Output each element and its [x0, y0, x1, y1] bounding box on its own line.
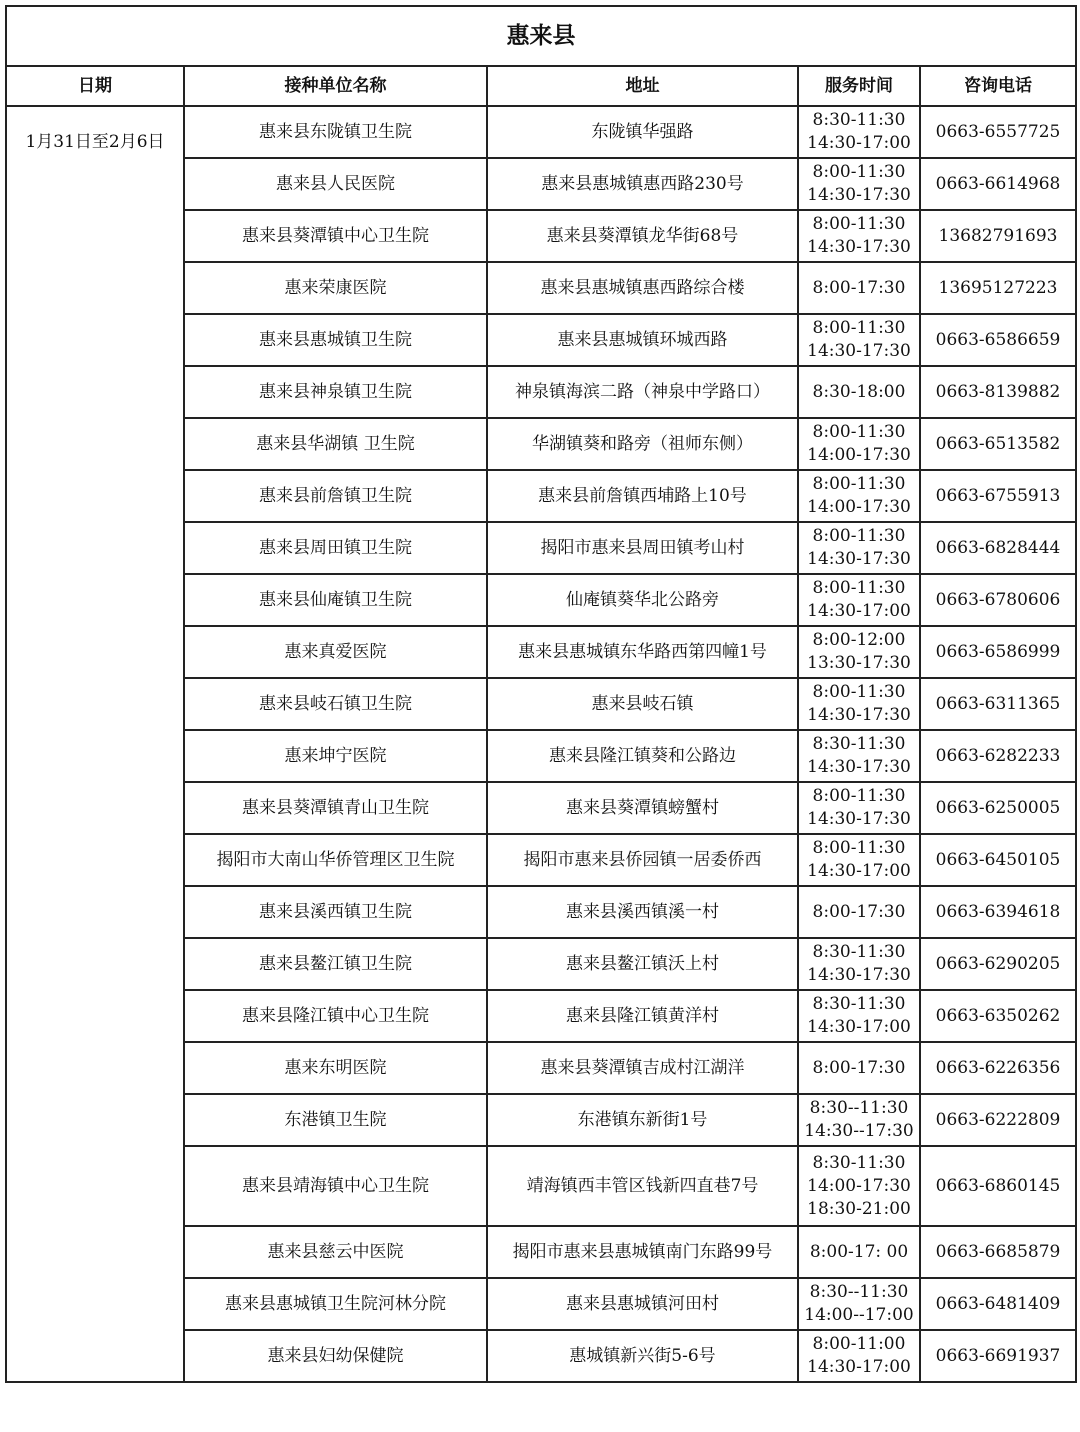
service-hours-cell: [798, 1146, 920, 1226]
service-hours-cell: [798, 1330, 920, 1382]
service-hours-line: 8:00-11:30: [812, 786, 906, 806]
service-hours-line: 8:00-17:30: [812, 1057, 906, 1078]
address-cell: 惠来县前詹镇西埔路上10号: [487, 470, 798, 522]
address-cell: 惠来县惠城镇河田村: [487, 1278, 798, 1330]
address-cell: 靖海镇西丰管区钱新四直巷7号: [487, 1146, 798, 1226]
service-hours-line: 14:30-17:00: [807, 861, 911, 881]
unit-name-cell: 惠来坤宁医院: [184, 730, 487, 782]
unit-name-cell: 惠来县人民医院: [184, 158, 487, 210]
service-hours-line: 14:00-17:30: [807, 1175, 911, 1196]
phone-cell: 0663-6350262: [920, 990, 1076, 1042]
phone-cell: 0663-6226356: [920, 1042, 1076, 1094]
service-hours-line: 8:30--11:30: [809, 1098, 909, 1118]
unit-name-cell: 惠来县妇幼保健院: [184, 1330, 487, 1382]
phone-cell: 13682791693: [920, 210, 1076, 262]
address-cell: 惠来县溪西镇溪一村: [487, 886, 798, 938]
header-date: 日期: [6, 66, 184, 106]
address-cell: 华湖镇葵和路旁（祖师东侧）: [487, 418, 798, 470]
phone-cell: 0663-6691937: [920, 1330, 1076, 1382]
service-hours-line: 8:00-11:30: [812, 422, 906, 442]
service-hours-line: 8:30-11:30: [812, 1152, 906, 1173]
phone-cell: 0663-6222809: [920, 1094, 1076, 1146]
address-cell: 惠城镇新兴街5-6号: [487, 1330, 798, 1382]
service-hours-cell: [798, 990, 920, 1042]
schedule-document: [5, 5, 1077, 1383]
unit-name-cell: 惠来县华湖镇 卫生院: [184, 418, 487, 470]
table-body: [6, 106, 1076, 1382]
address-cell: 惠来县岐石镇: [487, 678, 798, 730]
service-hours-line: 8:00-11:30: [812, 162, 906, 182]
table-row: [6, 106, 1076, 158]
service-hours-line: 14:30--17:30: [804, 1121, 914, 1141]
service-hours-line: 14:00--17:00: [804, 1305, 914, 1325]
address-cell: 惠来县鳌江镇沃上村: [487, 938, 798, 990]
address-cell: 揭阳市惠来县侨园镇一居委侨西: [487, 834, 798, 886]
phone-cell: 0663-8139882: [920, 366, 1076, 418]
phone-cell: 13695127223: [920, 262, 1076, 314]
address-cell: 惠来县葵潭镇螃蟹村: [487, 782, 798, 834]
address-cell: 惠来县惠城镇惠西路综合楼: [487, 262, 798, 314]
unit-name-cell: 东港镇卫生院: [184, 1094, 487, 1146]
service-hours-cell: [798, 1226, 920, 1278]
service-hours-cell: [798, 470, 920, 522]
service-hours-line: 8:00-17:30: [812, 277, 906, 298]
header-unit-name: 接种单位名称: [184, 66, 487, 106]
phone-cell: 0663-6450105: [920, 834, 1076, 886]
service-hours-line: 14:30-17:00: [807, 1017, 911, 1037]
service-hours-line: 13:30-17:30: [807, 653, 911, 673]
service-hours-line: 8:30--11:30: [809, 1282, 909, 1302]
service-hours-line: 18:30-21:00: [807, 1198, 911, 1219]
phone-cell: 0663-6282233: [920, 730, 1076, 782]
address-cell: 惠来县惠城镇环城西路: [487, 314, 798, 366]
phone-cell: 0663-6311365: [920, 678, 1076, 730]
service-hours-cell: [798, 366, 920, 418]
unit-name-cell: 惠来县鳌江镇卫生院: [184, 938, 487, 990]
service-hours-cell: [798, 782, 920, 834]
phone-cell: 0663-6586999: [920, 626, 1076, 678]
phone-cell: 0663-6828444: [920, 522, 1076, 574]
header-phone: 咨询电话: [920, 66, 1076, 106]
address-cell: 仙庵镇葵华北公路旁: [487, 574, 798, 626]
service-hours-cell: [798, 574, 920, 626]
unit-name-cell: 惠来县仙庵镇卫生院: [184, 574, 487, 626]
service-hours-line: 14:30-17:00: [807, 133, 911, 153]
unit-name-cell: 惠来县神泉镇卫生院: [184, 366, 487, 418]
service-hours-cell: [798, 834, 920, 886]
unit-name-cell: 揭阳市大南山华侨管理区卫生院: [184, 834, 487, 886]
unit-name-cell: 惠来真爱医院: [184, 626, 487, 678]
service-hours-line: 8:00-11:30: [812, 214, 906, 234]
service-hours-cell: [798, 1278, 920, 1330]
phone-cell: 0663-6394618: [920, 886, 1076, 938]
service-hours-line: 14:30-17:30: [807, 705, 911, 725]
service-hours-line: 8:00-11:30: [812, 578, 906, 598]
service-hours-line: 8:00-12:00: [812, 630, 906, 650]
service-hours-line: 8:00-11:30: [812, 526, 906, 546]
service-hours-cell: [798, 886, 920, 938]
date-range-cell: 1月31日至2月6日: [6, 106, 184, 1382]
address-cell: 惠来县惠城镇东华路西第四幢1号: [487, 626, 798, 678]
address-cell: 揭阳市惠来县周田镇考山村: [487, 522, 798, 574]
service-hours-cell: [798, 1042, 920, 1094]
service-hours-cell: [798, 158, 920, 210]
service-hours-line: 8:30-11:30: [812, 734, 906, 754]
address-cell: 惠来县葵潭镇吉成村江湖洋: [487, 1042, 798, 1094]
unit-name-cell: 惠来县惠城镇卫生院: [184, 314, 487, 366]
service-hours-line: 8:00-17: 00: [809, 1241, 909, 1262]
service-hours-line: 8:30-11:30: [812, 110, 906, 130]
service-hours-line: 14:30-17:00: [807, 601, 911, 621]
phone-cell: 0663-6557725: [920, 106, 1076, 158]
unit-name-cell: 惠来荣康医院: [184, 262, 487, 314]
address-cell: 神泉镇海滨二路（神泉中学路口）: [487, 366, 798, 418]
service-hours-line: 14:30-17:30: [807, 809, 911, 829]
unit-name-cell: 惠来县溪西镇卫生院: [184, 886, 487, 938]
service-hours-line: 14:30-17:30: [807, 341, 911, 361]
phone-cell: 0663-6780606: [920, 574, 1076, 626]
service-hours-cell: [798, 730, 920, 782]
address-cell: 惠来县惠城镇惠西路230号: [487, 158, 798, 210]
unit-name-cell: 惠来县惠城镇卫生院河林分院: [184, 1278, 487, 1330]
header-address: 地址: [487, 66, 798, 106]
address-cell: 揭阳市惠来县惠城镇南门东路99号: [487, 1226, 798, 1278]
unit-name-cell: 惠来县岐石镇卫生院: [184, 678, 487, 730]
service-hours-cell: [798, 262, 920, 314]
service-hours-line: 8:00-11:30: [812, 474, 906, 494]
address-cell: 东港镇东新街1号: [487, 1094, 798, 1146]
vaccination-schedule-table: [5, 5, 1077, 1383]
service-hours-line: 14:30-17:30: [807, 549, 911, 569]
unit-name-cell: 惠来县靖海镇中心卫生院: [184, 1146, 487, 1226]
address-cell: 惠来县葵潭镇龙华街68号: [487, 210, 798, 262]
unit-name-cell: 惠来县慈云中医院: [184, 1226, 487, 1278]
service-hours-line: 8:00-11:30: [812, 838, 906, 858]
unit-name-cell: 惠来县前詹镇卫生院: [184, 470, 487, 522]
service-hours-line: 14:30-17:30: [807, 757, 911, 777]
service-hours-cell: [798, 210, 920, 262]
service-hours-line: 8:30-11:30: [812, 942, 906, 962]
phone-cell: 0663-6586659: [920, 314, 1076, 366]
phone-cell: 0663-6755913: [920, 470, 1076, 522]
service-hours-line: 8:00-11:30: [812, 318, 906, 338]
service-hours-cell: [798, 1094, 920, 1146]
service-hours-line: 8:30-11:30: [812, 994, 906, 1014]
service-hours-cell: [798, 522, 920, 574]
service-hours-line: 14:30-17:30: [807, 185, 911, 205]
service-hours-cell: [798, 938, 920, 990]
service-hours-line: 14:30-17:30: [807, 237, 911, 257]
service-hours-line: 14:00-17:30: [807, 497, 911, 517]
service-hours-cell: [798, 106, 920, 158]
service-hours-line: 14:00-17:30: [807, 445, 911, 465]
phone-cell: 0663-6614968: [920, 158, 1076, 210]
address-cell: 东陇镇华强路: [487, 106, 798, 158]
service-hours-line: 14:30-17:30: [807, 965, 911, 985]
unit-name-cell: 惠来县周田镇卫生院: [184, 522, 487, 574]
service-hours-line: 8:00-17:30: [812, 901, 906, 922]
phone-cell: 0663-6513582: [920, 418, 1076, 470]
service-hours-line: 8:00-11:00: [812, 1334, 906, 1354]
unit-name-cell: 惠来县隆江镇中心卫生院: [184, 990, 487, 1042]
header-service-hours: 服务时间: [798, 66, 920, 106]
phone-cell: 0663-6685879: [920, 1226, 1076, 1278]
phone-cell: 0663-6250005: [920, 782, 1076, 834]
address-cell: 惠来县隆江镇黄洋村: [487, 990, 798, 1042]
phone-cell: 0663-6481409: [920, 1278, 1076, 1330]
service-hours-cell: [798, 418, 920, 470]
service-hours-cell: [798, 314, 920, 366]
address-cell: 惠来县隆江镇葵和公路边: [487, 730, 798, 782]
unit-name-cell: 惠来县葵潭镇青山卫生院: [184, 782, 487, 834]
unit-name-cell: 惠来东明医院: [184, 1042, 487, 1094]
unit-name-cell: 惠来县葵潭镇中心卫生院: [184, 210, 487, 262]
service-hours-line: 8:00-11:30: [812, 682, 906, 702]
phone-cell: 0663-6860145: [920, 1146, 1076, 1226]
service-hours-cell: [798, 678, 920, 730]
header-row: [6, 66, 1076, 106]
service-hours-line: 14:30-17:00: [807, 1357, 911, 1377]
unit-name-cell: 惠来县东陇镇卫生院: [184, 106, 487, 158]
phone-cell: 0663-6290205: [920, 938, 1076, 990]
service-hours-line: 8:30-18:00: [812, 381, 906, 402]
service-hours-cell: [798, 626, 920, 678]
table-title: 惠来县: [6, 6, 1076, 66]
